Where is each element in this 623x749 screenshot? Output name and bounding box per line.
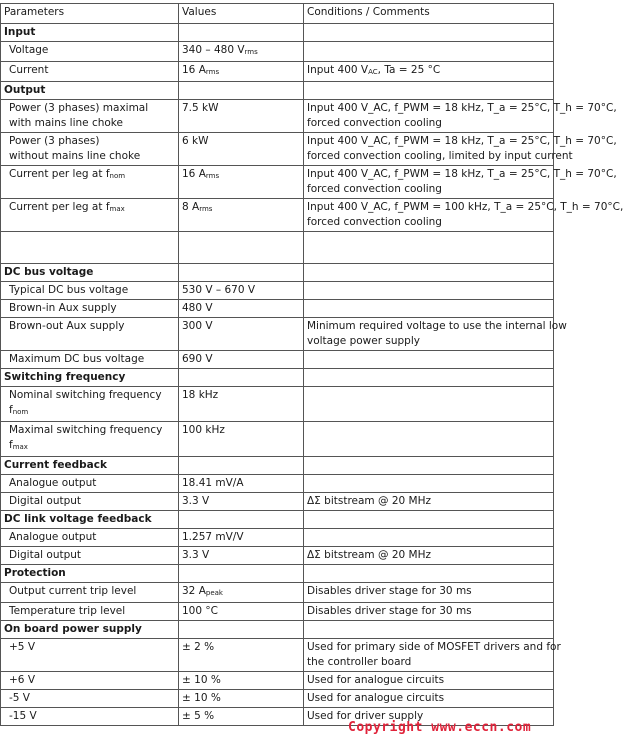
param-comment: Minimum required voltage to use the internal low voltage power supply xyxy=(304,318,554,351)
param-comment: Input 400 $V_{AC}$, Ta = 25 °C xyxy=(304,62,554,82)
param-comment xyxy=(304,475,554,493)
param-value: 7.5 kW xyxy=(179,100,304,133)
section-row-protection xyxy=(1,565,554,583)
header-conditions: Conditions / Comments xyxy=(304,4,554,24)
table-row xyxy=(1,475,554,493)
section-row-dc-link-feedback xyxy=(1,511,554,529)
table-row xyxy=(1,422,554,457)
watermark: Copyright www.eccn.com xyxy=(348,720,532,735)
param-label: Nominal switching frequency $f_{nom}$ xyxy=(1,387,179,422)
param-label: Voltage xyxy=(1,42,179,62)
section-title: On board power supply xyxy=(1,621,179,639)
section-row-current-feedback xyxy=(1,457,554,475)
param-label: Temperature trip level xyxy=(1,603,179,621)
param-value: ± 2 % xyxy=(179,639,304,672)
table-row xyxy=(1,583,554,603)
param-label: Power (3 phases) without mains line choke xyxy=(1,133,179,166)
param-label: +5 V xyxy=(1,639,179,672)
param-value: 6 kW xyxy=(179,133,304,166)
param-value: 300 V xyxy=(179,318,304,351)
param-comment: Input 400 V_AC, f_PWM = 18 kHz, T_a = 25°C, T_h = 70°C, forced convection cooling xyxy=(304,166,554,199)
section-title: Protection xyxy=(1,565,179,583)
param-value: 530 V – 670 V xyxy=(179,282,304,300)
param-comment: Input 400 V_AC, f_PWM = 18 kHz, T_a = 25°C, T_h = 70°C, forced convection cooling xyxy=(304,100,554,133)
section-row-switching xyxy=(1,369,554,387)
param-label: Current per leg at $f_{nom}$ xyxy=(1,166,179,199)
param-comment xyxy=(304,351,554,369)
param-value: ± 10 % xyxy=(179,672,304,690)
param-comment: Disables driver stage for 30 ms xyxy=(304,583,554,603)
param-comment xyxy=(304,529,554,547)
param-label: Power (3 phases) maximal with mains line choke xyxy=(1,100,179,133)
param-comment: Input 400 V_AC, f_PWM = 18 kHz, T_a = 25°C, T_h = 70°C, forced convection cooling, limited by input current xyxy=(304,133,554,166)
table-row xyxy=(1,100,554,133)
table-row xyxy=(1,282,554,300)
param-comment: ΔΣ bitstream @ 20 MHz xyxy=(304,547,554,565)
table-row xyxy=(1,690,554,708)
param-label: Brown-out Aux supply xyxy=(1,318,179,351)
param-label: Digital output xyxy=(1,493,179,511)
section-row-output xyxy=(1,82,554,100)
param-value: 480 V xyxy=(179,300,304,318)
param-comment: Disables driver stage for 30 ms xyxy=(304,603,554,621)
param-label: Current xyxy=(1,62,179,82)
table-row xyxy=(1,529,554,547)
param-label: Maximal switching frequency $f_{max}$ xyxy=(1,422,179,457)
section-title: Input xyxy=(1,24,179,42)
section-row-dc-bus xyxy=(1,264,554,282)
section-title: DC bus voltage xyxy=(1,264,179,282)
param-value: 3.3 V xyxy=(179,547,304,565)
header-values: Values xyxy=(179,4,304,24)
param-value: 690 V xyxy=(179,351,304,369)
param-label: Digital output xyxy=(1,547,179,565)
table-row xyxy=(1,603,554,621)
param-label: Current per leg at $f_{max}$ xyxy=(1,199,179,232)
param-value: ± 5 % xyxy=(179,708,304,726)
param-value: 100 °C xyxy=(179,603,304,621)
section-row-input xyxy=(1,24,554,42)
param-label: -15 V xyxy=(1,708,179,726)
table-row xyxy=(1,42,554,62)
param-comment xyxy=(304,282,554,300)
table-row xyxy=(1,166,554,199)
param-value: 340 – 480 $V_{rms}$ xyxy=(179,42,304,62)
param-value: ± 10 % xyxy=(179,690,304,708)
param-label: Analogue output xyxy=(1,529,179,547)
param-comment: ΔΣ bitstream @ 20 MHz xyxy=(304,493,554,511)
param-comment xyxy=(304,42,554,62)
table-row xyxy=(1,318,554,351)
param-label: Maximum DC bus voltage xyxy=(1,351,179,369)
param-label: Analogue output xyxy=(1,475,179,493)
param-value: 32 $A_{peak}$ xyxy=(179,583,304,603)
table-row xyxy=(1,351,554,369)
param-comment xyxy=(304,387,554,422)
param-comment: Input 400 V_AC, f_PWM = 100 kHz, T_a = 25°C, T_h = 70°C, forced convection cooling xyxy=(304,199,554,232)
param-value: 18.41 mV/A xyxy=(179,475,304,493)
param-label: Brown-in Aux supply xyxy=(1,300,179,318)
table-row xyxy=(1,62,554,82)
section-title: Output xyxy=(1,82,179,100)
parameters-table xyxy=(0,3,623,726)
param-label: Output current trip level xyxy=(1,583,179,603)
param-value: 3.3 V xyxy=(179,493,304,511)
section-title: Switching frequency xyxy=(1,369,179,387)
param-value: 8 $A_{rms}$ xyxy=(179,199,304,232)
table-row xyxy=(1,300,554,318)
section-title: Current feedback xyxy=(1,457,179,475)
param-comment xyxy=(304,300,554,318)
param-comment xyxy=(304,422,554,457)
table-row xyxy=(1,639,554,672)
param-label: Typical DC bus voltage xyxy=(1,282,179,300)
param-comment: Used for driver supply xyxy=(304,708,554,726)
table-row xyxy=(1,547,554,565)
param-value: 16 $A_{rms}$ xyxy=(179,166,304,199)
param-comment: Used for analogue circuits xyxy=(304,672,554,690)
param-value: 16 $A_{rms}$ xyxy=(179,62,304,82)
table-row xyxy=(1,387,554,422)
section-row-power-supply xyxy=(1,621,554,639)
header-parameters: Parameters xyxy=(1,4,179,24)
table-row xyxy=(1,199,554,232)
param-comment: Used for analogue circuits xyxy=(304,690,554,708)
param-value: 100 kHz xyxy=(179,422,304,457)
table-row xyxy=(1,493,554,511)
table-row xyxy=(1,133,554,166)
param-value: 18 kHz xyxy=(179,387,304,422)
table-header-row xyxy=(1,4,554,24)
param-label: -5 V xyxy=(1,690,179,708)
table-row xyxy=(1,672,554,690)
section-title: DC link voltage feedback xyxy=(1,511,179,529)
param-value: 1.257 mV/V xyxy=(179,529,304,547)
spacer-row xyxy=(1,232,554,264)
param-label: +6 V xyxy=(1,672,179,690)
param-comment: Used for primary side of MOSFET drivers and for the controller board xyxy=(304,639,554,672)
